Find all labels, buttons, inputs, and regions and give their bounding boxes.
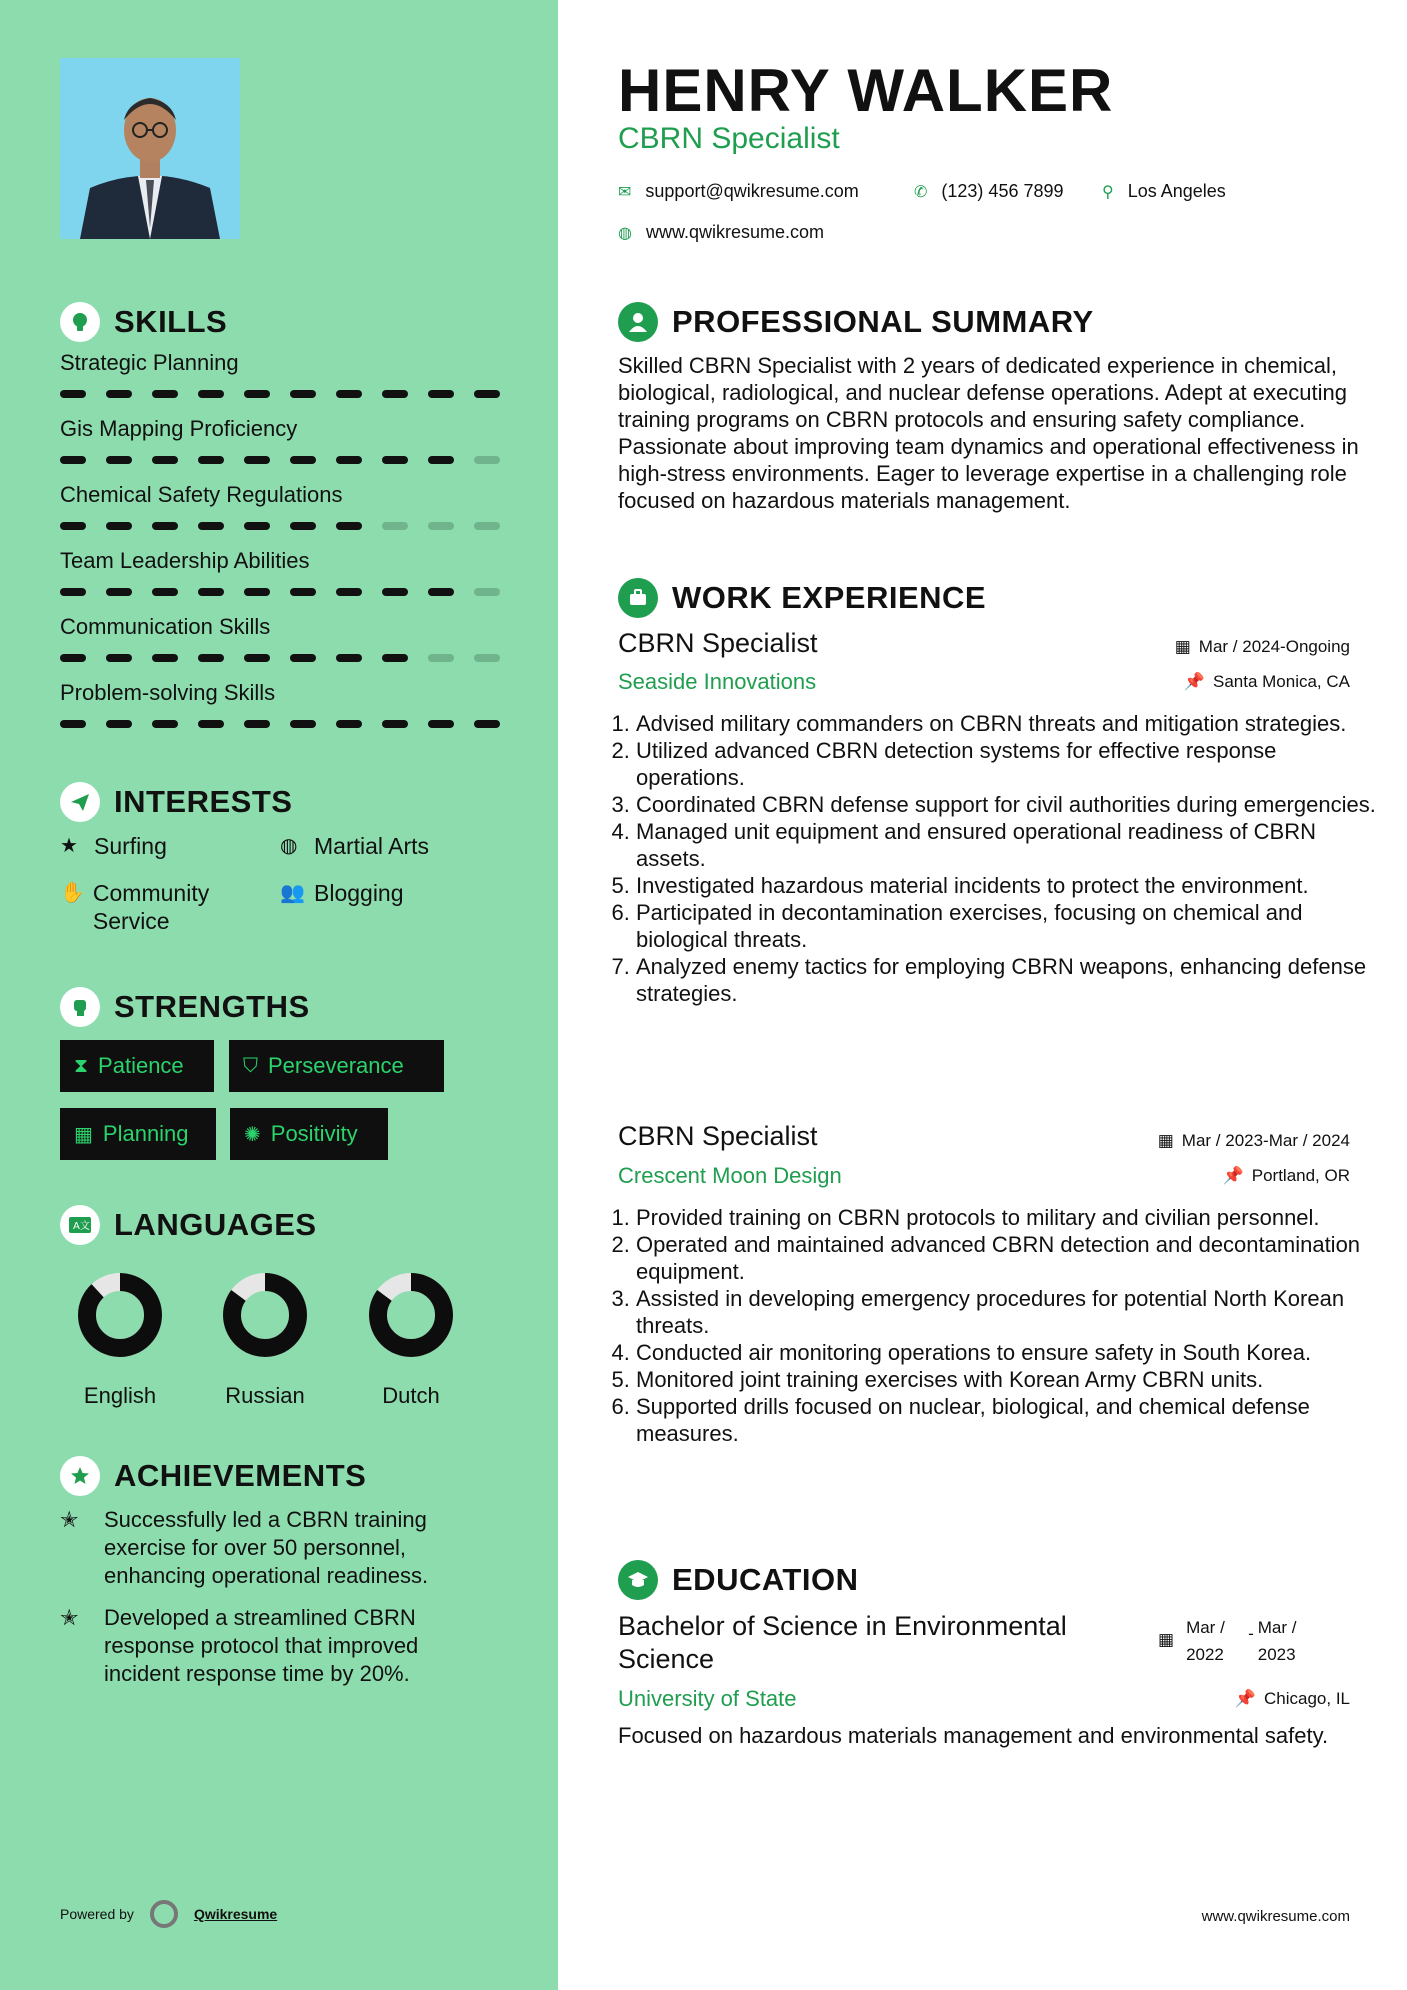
star-burst-icon: ✭ [60, 1605, 79, 1630]
duty-item: 6. Supported drills focused on nuclear, biological, and chemical defense measures. [636, 1393, 1378, 1447]
job-title: CBRN Specialist [618, 1121, 818, 1151]
skill-level-dash [106, 588, 132, 596]
skill-level-dash [428, 390, 454, 398]
skill-level-dash [106, 720, 132, 728]
qwikresume-link[interactable]: Qwikresume [193, 1906, 278, 1922]
footer-website[interactable]: www.qwikresume.com [1201, 1908, 1350, 1925]
contact-location [1102, 181, 1226, 202]
strength-label: Patience [98, 1053, 184, 1078]
job-dates [1158, 1131, 1350, 1151]
skill-level-dash [244, 588, 270, 596]
briefcase-icon [618, 578, 658, 618]
job-dates-text: Mar / 2023-Mar / 2024 [1181, 1131, 1350, 1150]
duty-item: 2. Operated and maintained advanced CBRN detection and decontamination equipment. [636, 1231, 1378, 1285]
duty-item: 1. Advised military commanders on CBRN threats and mitigation strategies. [636, 710, 1378, 737]
strength-chip [230, 1108, 388, 1160]
language-label: Russian [225, 1383, 305, 1408]
job-company: Crescent Moon Design [618, 1163, 842, 1188]
skill-level-dash [382, 522, 408, 530]
skill-level-dash [152, 720, 178, 728]
language-label: Dutch [382, 1383, 440, 1408]
sidebar [0, 0, 558, 1990]
job-location-text: Santa Monica, CA [1212, 672, 1350, 691]
duty-item: 3. Coordinated CBRN defense support for civil authorities during emergencies. [636, 791, 1378, 818]
main-content [558, 0, 1407, 1990]
skill-level-dash [474, 522, 500, 530]
job-duties [618, 1204, 1378, 1447]
road-icon: ⛉ [243, 1054, 258, 1077]
summary-text: Skilled CBRN Specialist with 2 years of dedicated experience in chemical, biological, radiological, and nuclear defense operations. Adept at executing training programs on CBRN protocols and ensuring safety compliance. Passionate about improving team dynamics and operational effectiveness in high-stress environments. Eager to leverage expertise in a challenging role focused on hazardous materials management. [618, 353, 1359, 513]
languages-title: LANGUAGES [114, 1207, 317, 1242]
job-company: Seaside Innovations [618, 669, 817, 694]
contact-email [618, 181, 859, 202]
skill-level-dash [152, 456, 178, 464]
skill-level-dash [474, 390, 500, 398]
skill-level-dash [198, 522, 224, 530]
phone-icon: ✆ [914, 183, 928, 201]
skill-level-dash [244, 390, 270, 398]
svg-text:A文: A文 [73, 1221, 90, 1232]
summary-title: PROFESSIONAL SUMMARY [672, 304, 1094, 339]
job-title: CBRN Specialist [618, 628, 818, 658]
translate-icon [60, 1205, 100, 1245]
skill-level-bar [60, 456, 500, 464]
powered-by [60, 1900, 277, 1928]
skills-header [60, 302, 227, 342]
interests-title: INTERESTS [114, 784, 293, 819]
skill-level-bar [60, 654, 500, 662]
envelope-icon: ✉ [618, 183, 632, 201]
achievement-item [60, 1604, 500, 1688]
achievement-text: Successfully led a CBRN training exercise for over 50 personnel, enhancing operational readiness. [104, 1507, 429, 1588]
skill-level-dash [336, 588, 362, 596]
skill-level-dash [152, 654, 178, 662]
job-dates-text: Mar / 2024-Ongoing [1198, 637, 1350, 656]
skill-level-dash [60, 720, 86, 728]
language-ring [220, 1270, 310, 1360]
skill-level-dash [428, 456, 454, 464]
skill-level-dash [290, 654, 316, 662]
skill-level-dash [60, 654, 86, 662]
strength-label: Positivity [270, 1121, 358, 1146]
skill-level-dash [244, 720, 270, 728]
education-degree: Bachelor of Science in Environmental Science [618, 1611, 1067, 1674]
skill-level-dash [60, 390, 86, 398]
skill-name: Chemical Safety Regulations [60, 482, 343, 507]
skill-level-dash [60, 456, 86, 464]
skill-level-dash [474, 720, 500, 728]
skill-level-dash [60, 588, 86, 596]
achievements-header [60, 1456, 366, 1496]
skill-level-dash [290, 588, 316, 596]
strengths-header [60, 987, 310, 1027]
skill-level-dash [290, 390, 316, 398]
job-location-text: Portland, OR [1251, 1166, 1350, 1185]
skill-level-dash [336, 720, 362, 728]
pin-icon: 📌 [1222, 1166, 1244, 1185]
skill-level-dash [428, 588, 454, 596]
skill-level-dash [198, 456, 224, 464]
interests-header [60, 782, 292, 822]
skill-level-dash [382, 720, 408, 728]
pin-icon: 📌 [1183, 672, 1205, 691]
sun-icon: ✺ [244, 1123, 261, 1146]
user-icon [618, 302, 658, 342]
experience-header [618, 578, 986, 618]
language-ring [75, 1270, 165, 1360]
education-title: EDUCATION [672, 1562, 859, 1597]
skill-level-dash [152, 522, 178, 530]
skill-level-dash [428, 522, 454, 530]
duty-item: 3. Assisted in developing emergency procedures for potential North Korean threats. [636, 1285, 1378, 1339]
strengths-title: STRENGTHS [114, 989, 310, 1024]
language-item [346, 1270, 476, 1409]
skill-level-dash [152, 588, 178, 596]
skill-level-dash [382, 390, 408, 398]
duty-item: 7. Analyzed enemy tactics for employing CBRN weapons, enhancing defense strategies. [636, 953, 1378, 1007]
skill-level-dash [290, 522, 316, 530]
calendar-icon: ▦ [1158, 1630, 1175, 1649]
skill-level-dash [244, 654, 270, 662]
phone-text[interactable]: (123) 456 7899 [941, 181, 1064, 201]
skill-level-bar [60, 588, 500, 596]
skill-level-dash [198, 654, 224, 662]
education-school: University of State [618, 1686, 797, 1711]
skill-level-dash [336, 456, 362, 464]
duty-item: 2. Utilized advanced CBRN detection systems for effective response operations. [636, 737, 1378, 791]
strength-chip [60, 1108, 216, 1160]
skill-level-dash [244, 456, 270, 464]
skill-level-dash [152, 390, 178, 398]
interest-label: Blogging [314, 880, 404, 906]
interest-item [280, 879, 404, 907]
skill-level-dash [106, 456, 132, 464]
duty-item: 4. Conducted air monitoring operations to ensure safety in South Korea. [636, 1339, 1378, 1366]
calendar-icon: ▦ [74, 1123, 93, 1146]
calendar-icon: ▦ [1174, 637, 1191, 656]
education-location-text: Chicago, IL [1264, 1689, 1350, 1708]
duty-item: 5. Monitored joint training exercises with Korean Army CBRN units. [636, 1366, 1378, 1393]
qwikresume-logo-icon [150, 1900, 178, 1928]
location-text: Los Angeles [1127, 181, 1226, 201]
email-text[interactable]: support@qwikresume.com [645, 181, 859, 201]
interest-item [60, 832, 167, 860]
skill-level-dash [290, 456, 316, 464]
powered-by-label: Powered by [60, 1906, 134, 1922]
candidate-name: HENRY WALKER [618, 57, 1114, 124]
skill-level-dash [474, 456, 500, 464]
skill-level-dash [382, 588, 408, 596]
language-label: English [83, 1383, 157, 1408]
strength-label: Planning [102, 1121, 189, 1146]
interest-item [280, 832, 429, 860]
education-location [1235, 1689, 1350, 1709]
skill-level-dash [60, 522, 86, 530]
skill-name: Communication Skills [60, 614, 271, 639]
profile-photo [60, 58, 240, 239]
duty-item: 1. Provided training on CBRN protocols to military and civilian personnel. [636, 1204, 1378, 1231]
achievement-item [60, 1506, 500, 1590]
award-star-icon [60, 1456, 100, 1496]
job-dates [1175, 637, 1350, 657]
education-dates [1158, 1614, 1316, 1668]
language-ring [366, 1270, 456, 1360]
skill-level-bar [60, 390, 500, 398]
skill-level-dash [336, 390, 362, 398]
strength-chip [60, 1040, 214, 1092]
skill-level-dash [244, 522, 270, 530]
skill-level-dash [336, 654, 362, 662]
skill-level-dash [474, 588, 500, 596]
map-pin-icon: ⚲ [1102, 183, 1114, 201]
users-icon: 👥 [280, 882, 305, 904]
education-separator: - [1248, 1624, 1254, 1643]
strength-label: Perseverance [268, 1053, 404, 1078]
pin-icon: 📌 [1234, 1689, 1256, 1708]
skill-level-dash [382, 456, 408, 464]
strength-chip [229, 1040, 444, 1092]
website-text[interactable]: www.qwikresume.com [645, 222, 825, 242]
skill-name: Strategic Planning [60, 350, 239, 375]
hourglass-icon: ⧗ [74, 1054, 89, 1077]
job-location [1223, 1166, 1350, 1186]
duty-item: 5. Investigated hazardous material incidents to protect the environment. [636, 872, 1378, 899]
interest-label: Surfing [94, 833, 167, 859]
job-location [1184, 672, 1350, 692]
skill-level-dash [106, 654, 132, 662]
summary-header [618, 302, 1094, 342]
skill-level-dash [336, 522, 362, 530]
globe-icon: ◍ [280, 835, 298, 857]
skill-level-bar [60, 720, 500, 728]
language-item [55, 1270, 185, 1409]
education-header [618, 1560, 858, 1600]
skill-name: Problem-solving Skills [60, 680, 276, 705]
skill-name: Team Leadership Abilities [60, 548, 310, 573]
language-ring-fill [87, 1282, 153, 1348]
achievements-title: ACHIEVEMENTS [114, 1458, 367, 1493]
skill-name: Gis Mapping Proficiency [60, 416, 298, 441]
skill-level-dash [474, 654, 500, 662]
skill-level-dash [198, 588, 224, 596]
interest-label: Community Service [92, 880, 210, 934]
skill-level-dash [382, 654, 408, 662]
candidate-role: CBRN Specialist [618, 122, 840, 155]
job-duties [618, 710, 1378, 1007]
education-description: Focused on hazardous materials management and environmental safety. [618, 1723, 1329, 1748]
skill-level-bar [60, 522, 500, 530]
skill-level-dash [428, 720, 454, 728]
duty-item: 4. Managed unit equipment and ensured operational readiness of CBRN assets. [636, 818, 1378, 872]
paper-plane-icon [60, 782, 100, 822]
graduation-icon [618, 1560, 658, 1600]
skill-level-dash [198, 720, 224, 728]
education-end: Mar / 2023 [1257, 1618, 1297, 1664]
hand-icon: ✋ [60, 882, 85, 904]
experience-title: WORK EXPERIENCE [672, 580, 987, 615]
fist-icon [60, 987, 100, 1027]
skill-level-dash [198, 390, 224, 398]
skill-level-dash [428, 654, 454, 662]
languages-header [60, 1205, 317, 1245]
contact-website [618, 222, 824, 243]
interest-label: Martial Arts [314, 833, 430, 859]
interest-item [60, 879, 260, 935]
calendar-icon: ▦ [1157, 1131, 1174, 1150]
skills-title: SKILLS [114, 304, 228, 339]
achievement-text: Developed a streamlined CBRN response protocol that improved incident response time by 20%. [104, 1605, 419, 1686]
globe-icon: ◍ [618, 224, 632, 242]
education-start: Mar / 2022 [1186, 1618, 1225, 1664]
star-icon: ★ [60, 835, 78, 857]
star-burst-icon: ✭ [60, 1507, 79, 1532]
duty-item: 6. Participated in decontamination exercises, focusing on chemical and biological threats. [636, 899, 1378, 953]
skill-level-dash [290, 720, 316, 728]
skill-level-dash [106, 522, 132, 530]
language-item [200, 1270, 330, 1409]
skill-level-dash [106, 390, 132, 398]
lightbulb-icon [60, 302, 100, 342]
contact-phone [914, 181, 1064, 202]
